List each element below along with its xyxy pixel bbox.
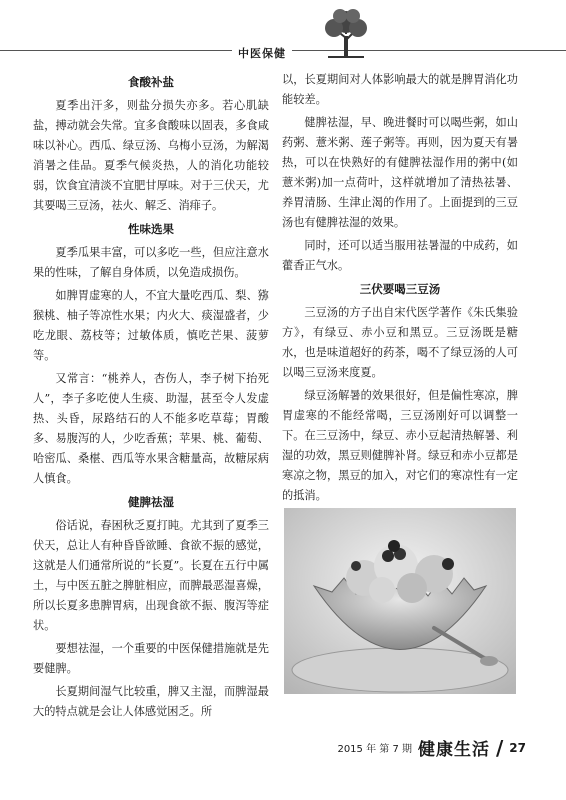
paragraph: 绿豆汤解暑的效果很好，但是偏性寒凉，脾胃虚寒的不能经常喝，三豆汤刚好可以调整一下。在三豆汤中，绿豆、赤小豆起清热解暑、利湿的功效，黑豆则健脾补肾。绿豆和赤小豆都是寒凉之物，黑豆的加入，对它们的寒凉性有一定的抵消。 xyxy=(282,389,518,502)
paragraph: 同时，还可以适当服用祛暑湿的中成药，如藿香正气水。 xyxy=(282,239,518,272)
slash-divider: / xyxy=(495,735,504,760)
left-column xyxy=(33,70,269,725)
right-column xyxy=(282,70,518,532)
paragraph: 夏季出汗多，则盐分损失亦多。若心肌缺盐，搏动就会失常。宜多食酸味以固表，多食咸味以补心。西瓜、绿豆汤、乌梅小豆汤，为解渴消暑之佳品。夏季气候炎热，人的消化功能较弱，饮食宜清淡不宜肥甘厚味。对于三伏天，尤其要喝三豆汤，祛火、解乏、消痱子。 xyxy=(33,99,269,212)
heading-food-salt: 食酸补盐 xyxy=(128,75,174,89)
paragraph: 健脾祛湿，早、晚进餐时可以喝些粥，如山药粥、薏米粥、莲子粥等。再则，因为夏天有暑热，可以在快熟好的有健脾祛湿作用的粥中(如薏米粥)加一点荷叶，这样就增加了清热祛暑、养胃清肠、生津止渴的作用了。上面提到的三豆汤也有健脾祛湿的效果。 xyxy=(282,116,518,229)
fruit-melon-photo xyxy=(284,508,516,694)
heading-spleen: 健脾祛湿 xyxy=(128,495,174,509)
paragraph: 要想祛湿，一个重要的中医保健措施就是先要健脾。 xyxy=(33,642,269,675)
paragraph: 夏季瓜果丰富，可以多吃一些，但应注意水果的性味，了解自身体质，以免造成损伤。 xyxy=(33,246,269,279)
tree-icon xyxy=(318,8,374,58)
paragraph: 长夏期间湿气比较重，脾又主湿，而脾湿最大的特点就是会让人体感觉困乏。所 xyxy=(33,685,269,718)
page-header xyxy=(0,0,566,60)
page-footer xyxy=(337,735,526,760)
paragraph: 又常言：“桃养人，杏伤人，李子树下抬死人”，李子多吃使人生痰、助湿，甚至令人发虚热、头昏，尿路结石的人不能多吃草莓；胃酸多、易腹泻的人，少吃香蕉；苹果、桃、葡萄、哈密瓜、桑椹、西瓜等水果含糖量高，故糖尿病人慎食。 xyxy=(33,372,269,485)
issue-label: 2015 年 第 7 期 xyxy=(337,744,412,755)
page-number: 27 xyxy=(509,740,526,755)
heading-fruit: 性味选果 xyxy=(128,222,174,236)
magazine-brand: 健康生活 xyxy=(417,740,490,760)
paragraph: 俗话说，春困秋乏夏打盹。尤其到了夏季三伏天，总让人有种昏昏欲睡、食欲不振的感觉，这就是人们通常所说的“长夏”。长夏在五行中属土，与中医五脏之脾脏相应，而脾最恶湿喜燥，所以长夏多患脾胃病，出现食欲不振、腹泻等症状。 xyxy=(33,519,269,632)
paragraph: 如脾胃虚寒的人，不宜大量吃西瓜、梨、猕猴桃、柚子等凉性水果；内火大、痰湿盛者，少吃龙眼、荔枝等；过敏体质，慎吃芒果、菠萝等。 xyxy=(33,289,269,362)
heading-three-bean-soup: 三伏要喝三豆汤 xyxy=(359,282,441,296)
section-title: 中医保健 xyxy=(232,45,292,61)
paragraph: 三豆汤的方子出自宋代医学著作《朱氏集验方》，有绿豆、赤小豆和黑豆。三豆汤既是糖水，也是味道超好的药茶，喝不了绿豆汤的人可以喝三豆汤来度夏。 xyxy=(282,306,518,379)
paragraph: 以，长夏期间对人体影响最大的就是脾胃消化功能较差。 xyxy=(282,73,518,106)
